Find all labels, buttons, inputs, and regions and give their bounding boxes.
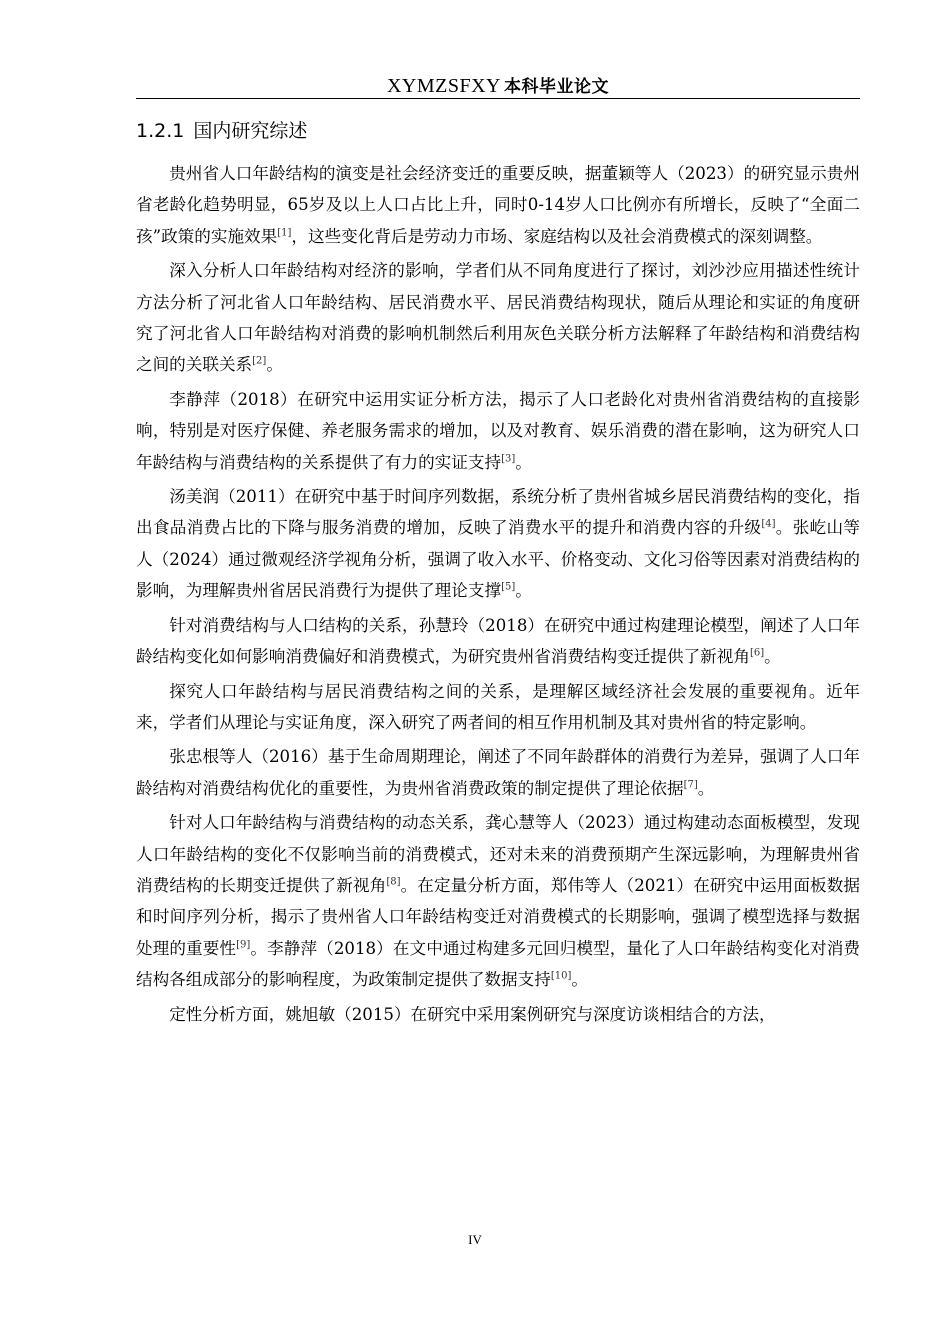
paragraph-text: 针对消费结构与人口结构的关系，孙慧玲（2018）在研究中通过构建理论模型，阐述了人口年龄结构变化如何影响消费偏好和消费模式，为研究贵州省消费结构变迁提供了新视角 xyxy=(136,615,860,667)
citation: [5] xyxy=(501,581,516,593)
page-number: IV xyxy=(468,1232,482,1247)
header-rule xyxy=(136,98,860,99)
paragraph-1 xyxy=(136,158,860,252)
paragraph-text: 汤美润（2011）在研究中基于时间序列数据，系统分析了贵州省城乡居民消费结构的变化，指出食品消费占比的下降与服务消费的增加，反映了消费水平的提升和消费内容的升级 xyxy=(136,487,860,538)
paragraph-tail: ，这些变化背后是劳动力市场、家庭结构以及社会消费模式的深刻调整。 xyxy=(291,226,823,246)
header-title: 本科毕业论文 xyxy=(504,77,610,97)
paragraph-tail: 。张屹山等人（2024）通过微观经济学视角分析，强调了收入水平、价格变动、文化习俗等因素对消费结构的影响，为理解贵州省居民消费行为提供了理论支撑 xyxy=(136,518,861,601)
section-title: 国内研究综述 xyxy=(193,120,308,142)
paragraph-text: 探究人口年龄结构与居民消费结构之间的关系，是理解区域经济社会发展的重要视角。近年来，学者们从理论与实证角度，深入研究了两者间的相互作用机制及其对贵州省的特定影响。 xyxy=(136,681,860,732)
paragraph-tail: 。 xyxy=(515,581,532,601)
paragraph-tail: 。李静萍（2018）在文中通过构建多元回归模型，量化了人口年龄结构变化对消费结构各组成部分的影响程度，为政策制定提供了数据支持 xyxy=(136,938,860,990)
paragraph-tail: 。 xyxy=(571,970,588,990)
header-latin: XYMZSFXY xyxy=(386,75,502,97)
paragraph-6 xyxy=(136,676,860,739)
paragraph-tail: 。 xyxy=(515,452,532,472)
body-text xyxy=(136,158,860,1033)
paragraph-tail: 。在定量分析方面，郑伟等人（2021）在研究中运用面板数据和时间序列分析，揭示了贵州省人口年龄结构变迁对消费模式的长期影响，强调了模型选择与数据处理的重要性 xyxy=(136,875,860,958)
citation: [10] xyxy=(550,970,572,982)
citation: [4] xyxy=(761,518,776,530)
paragraph-8 xyxy=(136,807,860,995)
paragraph-tail: 。 xyxy=(764,647,781,667)
paragraph-9 xyxy=(136,999,860,1030)
paragraph-3 xyxy=(136,384,860,478)
page-header xyxy=(136,72,860,98)
paragraph-5 xyxy=(136,610,860,673)
citation: [9] xyxy=(236,939,251,951)
citation: [6] xyxy=(749,647,765,659)
paragraph-tail: 。 xyxy=(266,355,283,375)
citation: [3] xyxy=(501,453,516,465)
paragraph-text: 针对人口年龄结构与消费结构的动态关系，龚心慧等人（2023）通过构建动态面板模型，发现人口年龄结构的变化不仅影响当前的消费模式，还对未来的消费预期产生深远影响，为理解贵州省消费结构的长期变迁提供了新视角 xyxy=(136,813,860,895)
paragraph-text: 李静萍（2018）在研究中运用实证分析方法，揭示了人口老龄化对贵州省消费结构的直接影响，特别是对医疗保健、养老服务需求的增加，以及对教育、娱乐消费的潜在影响，这为研究人口年龄结构与消费结构的关系提供了有力的实证支持 xyxy=(136,389,860,472)
paragraph-text: 深入分析人口年龄结构对经济的影响，学者们从不同角度进行了探讨，刘沙沙应用描述性统计方法分析了河北省人口年龄结构、居民消费水平、居民消费结构现状，随后从理论和实证的角度研究了河北省人口年龄结构对消费的影响机制然后利用灰色关联分析方法解释了年龄结构和消费结构之间的关联关系 xyxy=(136,261,860,375)
paragraph-4 xyxy=(136,481,860,607)
citation: [8] xyxy=(386,876,401,888)
citation: [1] xyxy=(277,227,292,239)
paragraph-7 xyxy=(136,741,860,804)
section-number: 1.2.1 xyxy=(136,120,185,142)
paragraph-text: 张忠根等人（2016）基于生命周期理论，阐述了不同年龄群体的消费行为差异，强调了人口年龄结构对消费结构优化的重要性，为贵州省消费政策的制定提供了理论依据 xyxy=(136,747,860,798)
paragraph-text: 定性分析方面，姚旭敏（2015）在研究中采用案例研究与深度访谈相结合的方法， xyxy=(169,1004,776,1024)
paragraph-tail: 。 xyxy=(697,778,715,798)
citation: [7] xyxy=(683,779,698,791)
paragraph-2 xyxy=(136,255,860,381)
citation: [2] xyxy=(252,355,267,367)
section-heading xyxy=(136,118,307,144)
paragraph-text: 贵州省人口年龄结构的演变是社会经济变迁的重要反映，据董颖等人（2023）的研究显示贵州省老龄化趋势明显，65岁及以上人口占比上升，同时0-14岁人口比例亦有所增长，反映了“全面二孩”政策的实施效果 xyxy=(136,164,860,246)
